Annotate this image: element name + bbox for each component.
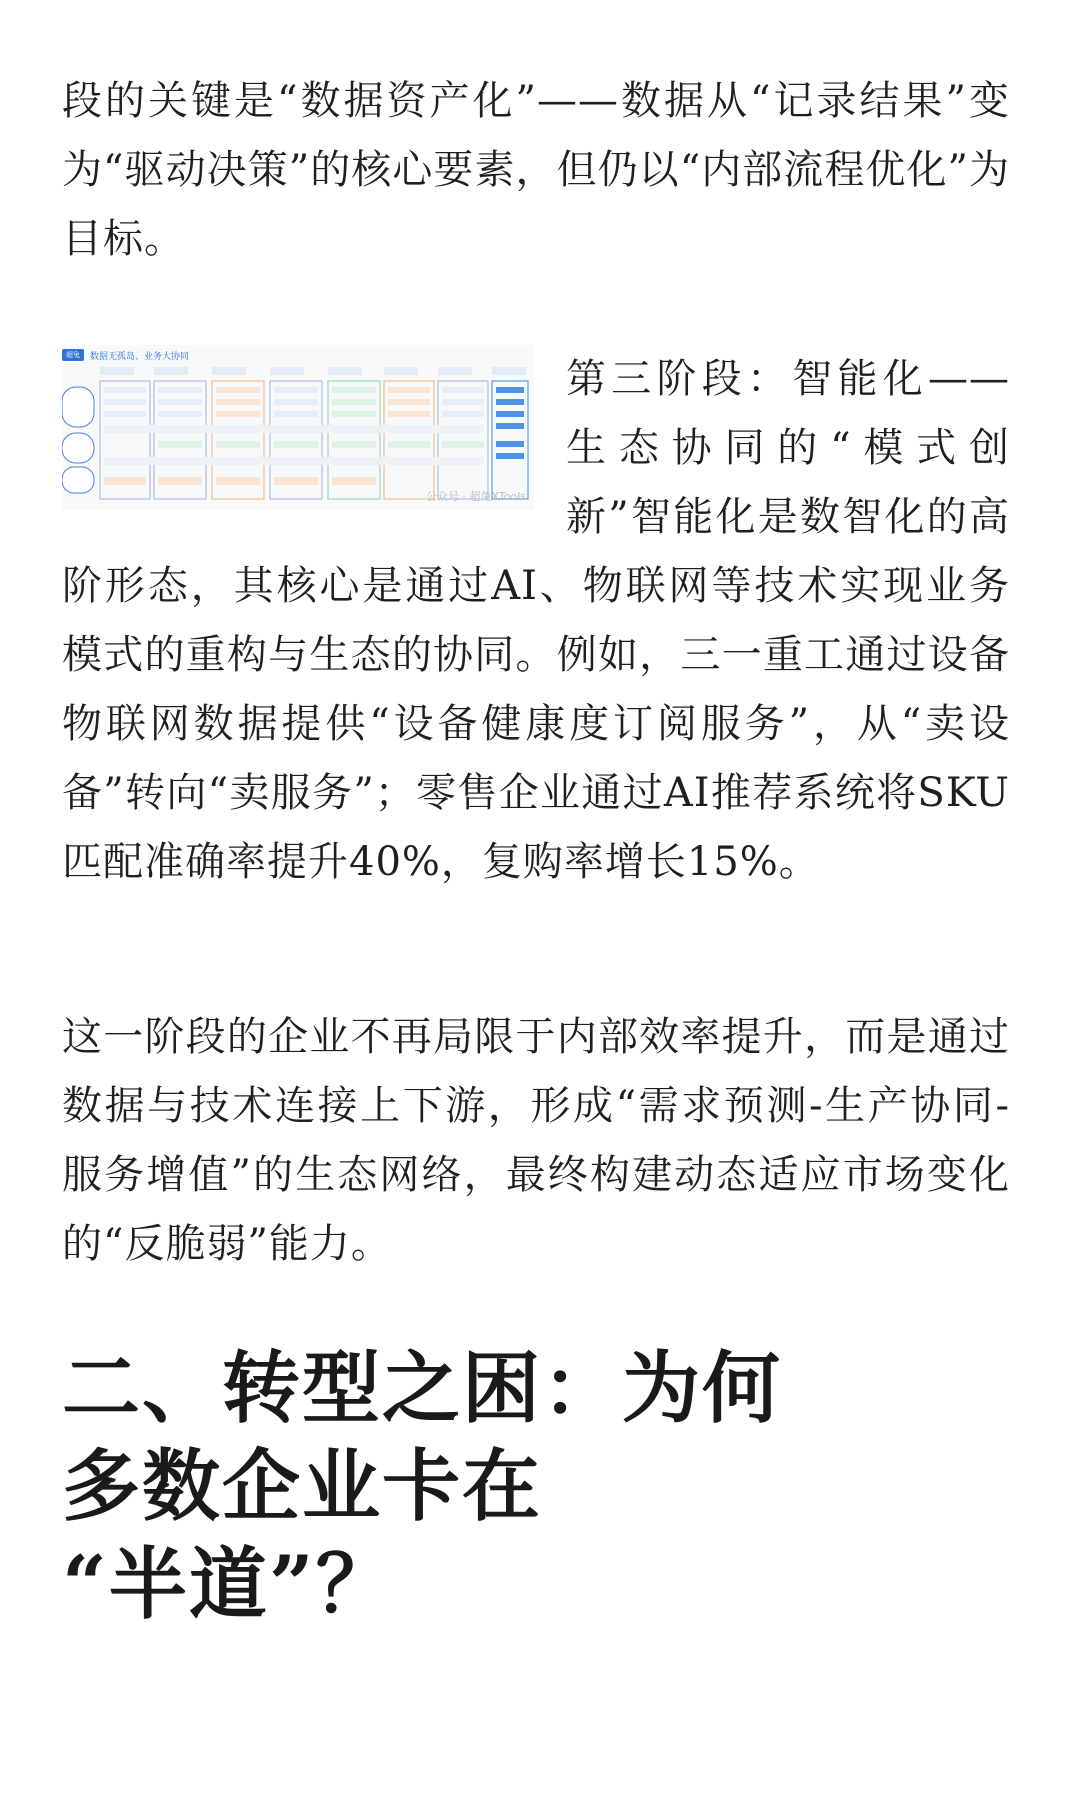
diagram-cells-accent [496, 387, 524, 459]
architecture-diagram-thumbnail[interactable] [62, 345, 534, 510]
diagram-watermark: 公众号 · 超兔XTools [426, 490, 526, 503]
diagram-row-labels [62, 387, 94, 493]
heading-line-3: “半道”？ [62, 1539, 396, 1630]
heading-line-2: 多数企业卡在 [62, 1441, 543, 1532]
paragraph-data-assetization: 段的关键是“数据资产化”——数据从“记录结果”变为“驱动决策”的核心要素，但仍以“内部流程优化”为目标。 [62, 78, 1010, 262]
diagram-grid [62, 345, 534, 510]
diagram-title: 数据无孤岛、业务大协同 [90, 351, 190, 362]
figure-text-block [62, 345, 1010, 897]
heading-line-1: 二、转型之困：为何 [62, 1343, 783, 1434]
diagram-logo: 超兔 [62, 349, 84, 361]
paragraph-stage-three-intelligence: 第三阶段：智能化——生态协同的“模式创新”智能化是数智化的高阶形态，其核心是通过AI、物联网等技术实现业务模式的重构与生态的协同。例如，三一重工通过设备物联网数据提供“设备健康度订阅服务”，从“卖设备”转向“卖服务”；零售企业通过AI推荐系统将SKU匹配准确率提升40%，复购率增长15%。 [62, 356, 1010, 885]
section-heading [62, 1340, 822, 1634]
diagram-column-headers [100, 367, 526, 375]
diagram-cells-orange [104, 387, 430, 485]
paragraph-ecosystem-network: 这一阶段的企业不再局限于内部效率提升，而是通过数据与技术连接上下游，形成“需求预测-生产协同-服务增值”的生态网络，最终构建动态适应市场变化的“反脆弱”能力。 [62, 1014, 1010, 1267]
diagram-cells-green [158, 387, 484, 448]
